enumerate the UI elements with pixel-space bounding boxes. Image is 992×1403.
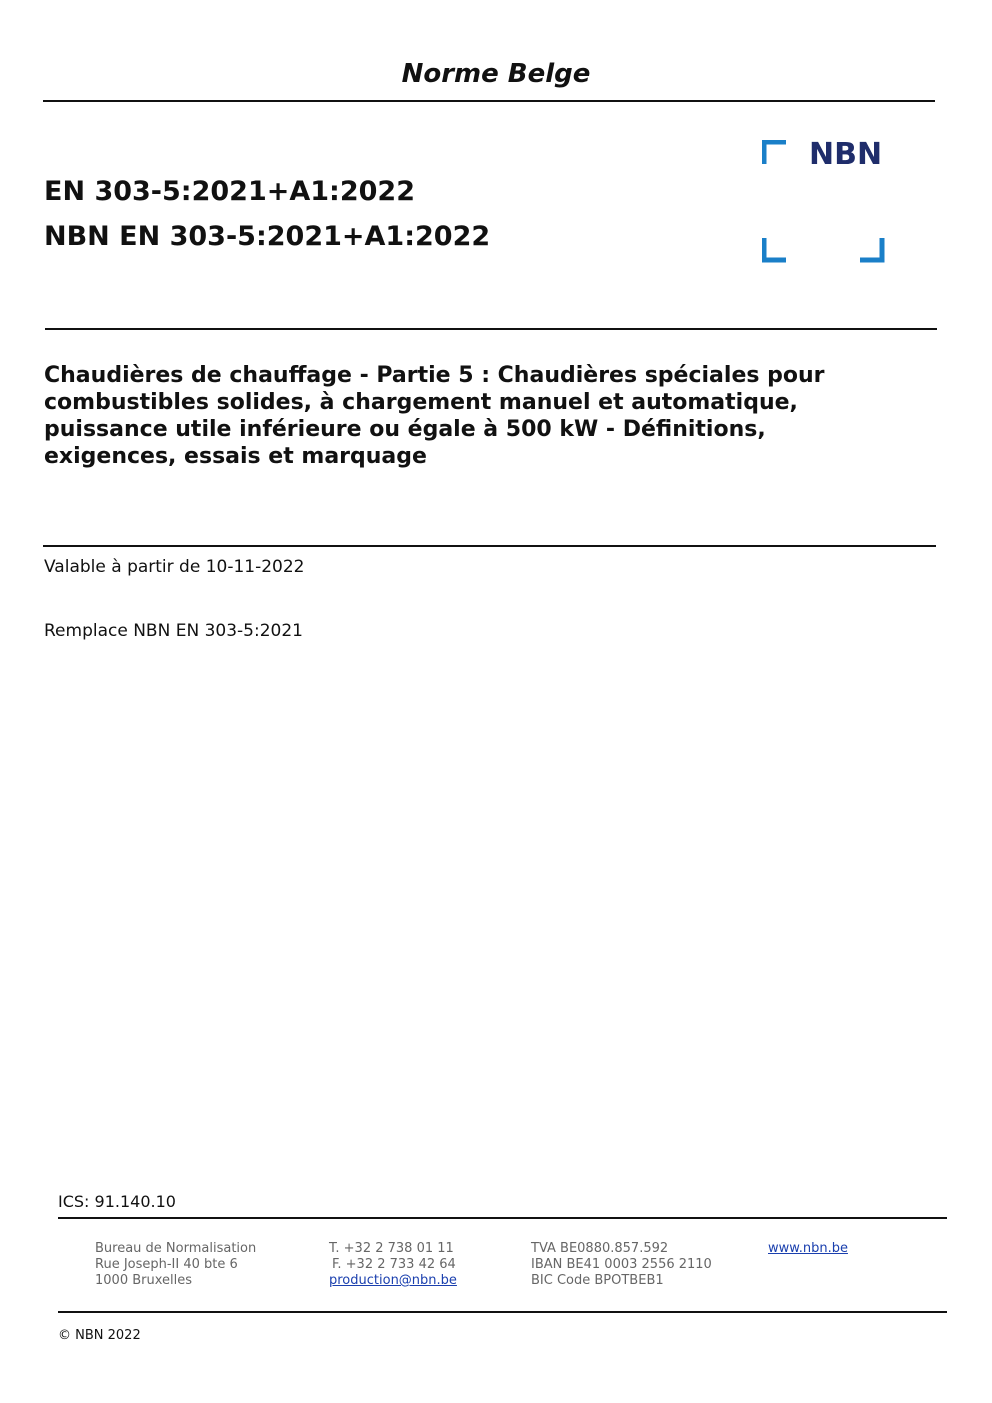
fax-number: F. +32 2 733 42 64 — [332, 1257, 456, 1272]
logo-corner-top-left — [764, 142, 786, 164]
ics-code: ICS: 91.140.10 — [58, 1192, 176, 1211]
page-header-title: Norme Belge — [401, 59, 591, 89]
section-divider-1 — [45, 328, 937, 330]
nbn-logo — [762, 137, 886, 264]
footer-contact — [329, 1241, 457, 1289]
document-title — [44, 362, 924, 470]
standard-code-nbn: NBN EN 303-5:2021+A1:2022 — [44, 221, 491, 252]
footer-web — [768, 1241, 848, 1257]
header-divider — [43, 100, 935, 102]
iban-number: IBAN BE41 0003 2556 2110 — [531, 1257, 712, 1272]
footer-bank — [531, 1241, 712, 1289]
phone-number: T. +32 2 738 01 11 — [329, 1241, 454, 1256]
valid-from-text: Valable à partir de 10-11-2022 — [44, 557, 305, 577]
document-title-line: combustibles solides, à chargement manuel et automatique, — [44, 390, 798, 415]
replaces-text: Remplace NBN EN 303-5:2021 — [44, 621, 303, 641]
section-divider-2 — [43, 545, 936, 547]
standard-code-en: EN 303-5:2021+A1:2022 — [44, 176, 415, 207]
address-line: Bureau de Normalisation — [95, 1241, 257, 1256]
document-title-line: Chaudières de chauffage - Partie 5 : Chaudières spéciales pour — [44, 363, 825, 388]
address-line: 1000 Bruxelles — [95, 1273, 193, 1288]
bic-code: BIC Code BPOTBEB1 — [531, 1273, 664, 1288]
document-title-line: exigences, essais et marquage — [44, 444, 427, 469]
footer-address — [95, 1241, 256, 1289]
logo-corner-bottom-right — [860, 238, 882, 260]
document-title-line: puissance utile inférieure ou égale à 500 kW - Définitions, — [44, 417, 766, 442]
logo-corner-bottom-left — [764, 238, 786, 260]
footer-divider-bottom — [58, 1311, 947, 1313]
vat-number: TVA BE0880.857.592 — [531, 1241, 669, 1256]
copyright-notice: © NBN 2022 — [58, 1328, 141, 1343]
address-line: Rue Joseph-II 40 bte 6 — [95, 1257, 238, 1272]
logo-text: NBN — [809, 137, 883, 172]
footer-divider-top — [58, 1217, 947, 1219]
website-link[interactable]: www.nbn.be — [768, 1241, 848, 1256]
email-link[interactable]: production@nbn.be — [329, 1273, 457, 1288]
